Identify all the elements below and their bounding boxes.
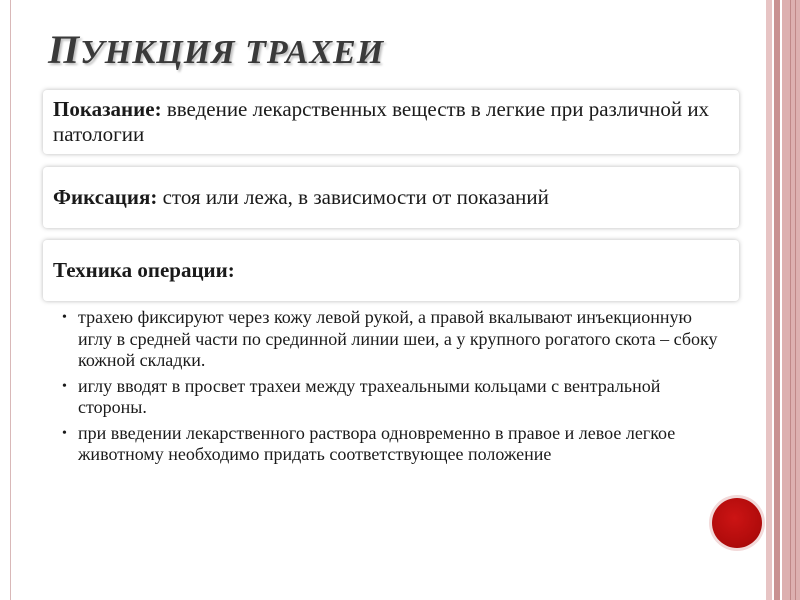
indication-label: Показание: — [53, 97, 162, 121]
indication-box — [43, 90, 739, 154]
decorative-stripe — [795, 0, 796, 600]
bullet-icon: • — [62, 425, 67, 441]
indication-text: введение лекарственных веществ в легкие при различной их патологии — [53, 97, 710, 146]
technique-label: Техника операции: — [53, 258, 235, 282]
fixation-label: Фиксация: — [53, 185, 158, 209]
title-initial: П — [48, 27, 81, 72]
fixation-text: стоя или лежа, в зависимости от показаний — [157, 185, 549, 209]
bullet-icon: • — [62, 378, 67, 394]
list-item — [60, 423, 730, 466]
bullet-icon: • — [62, 310, 67, 325]
red-circle-decoration — [712, 498, 762, 548]
bullet-text: иглу вводят в просвет трахеи между трахеальными кольцами с вентральной стороны. — [78, 375, 661, 417]
technique-box — [43, 240, 739, 301]
decorative-stripe — [790, 0, 791, 600]
list-item — [60, 307, 730, 372]
list-item — [60, 376, 730, 419]
bullet-text: трахею фиксируют через кожу левой рукой, а правой вкалывают инъекционную иглу в средней части по срединной линии шеи, а у крупного рогатого скота – сбоку кожной складки. — [78, 307, 718, 370]
slide-title — [48, 26, 384, 73]
fixation-box — [43, 167, 739, 228]
technique-bullet-list — [60, 307, 730, 470]
left-border-line — [10, 0, 11, 600]
bullet-text: при введении лекарственного раствора одновременно в правое и левое легкое животному необходимо придать соответствующее положение — [78, 422, 676, 464]
decorative-stripe — [782, 0, 800, 600]
title-rest: УНКЦИЯ ТРАХЕИ — [80, 34, 385, 71]
